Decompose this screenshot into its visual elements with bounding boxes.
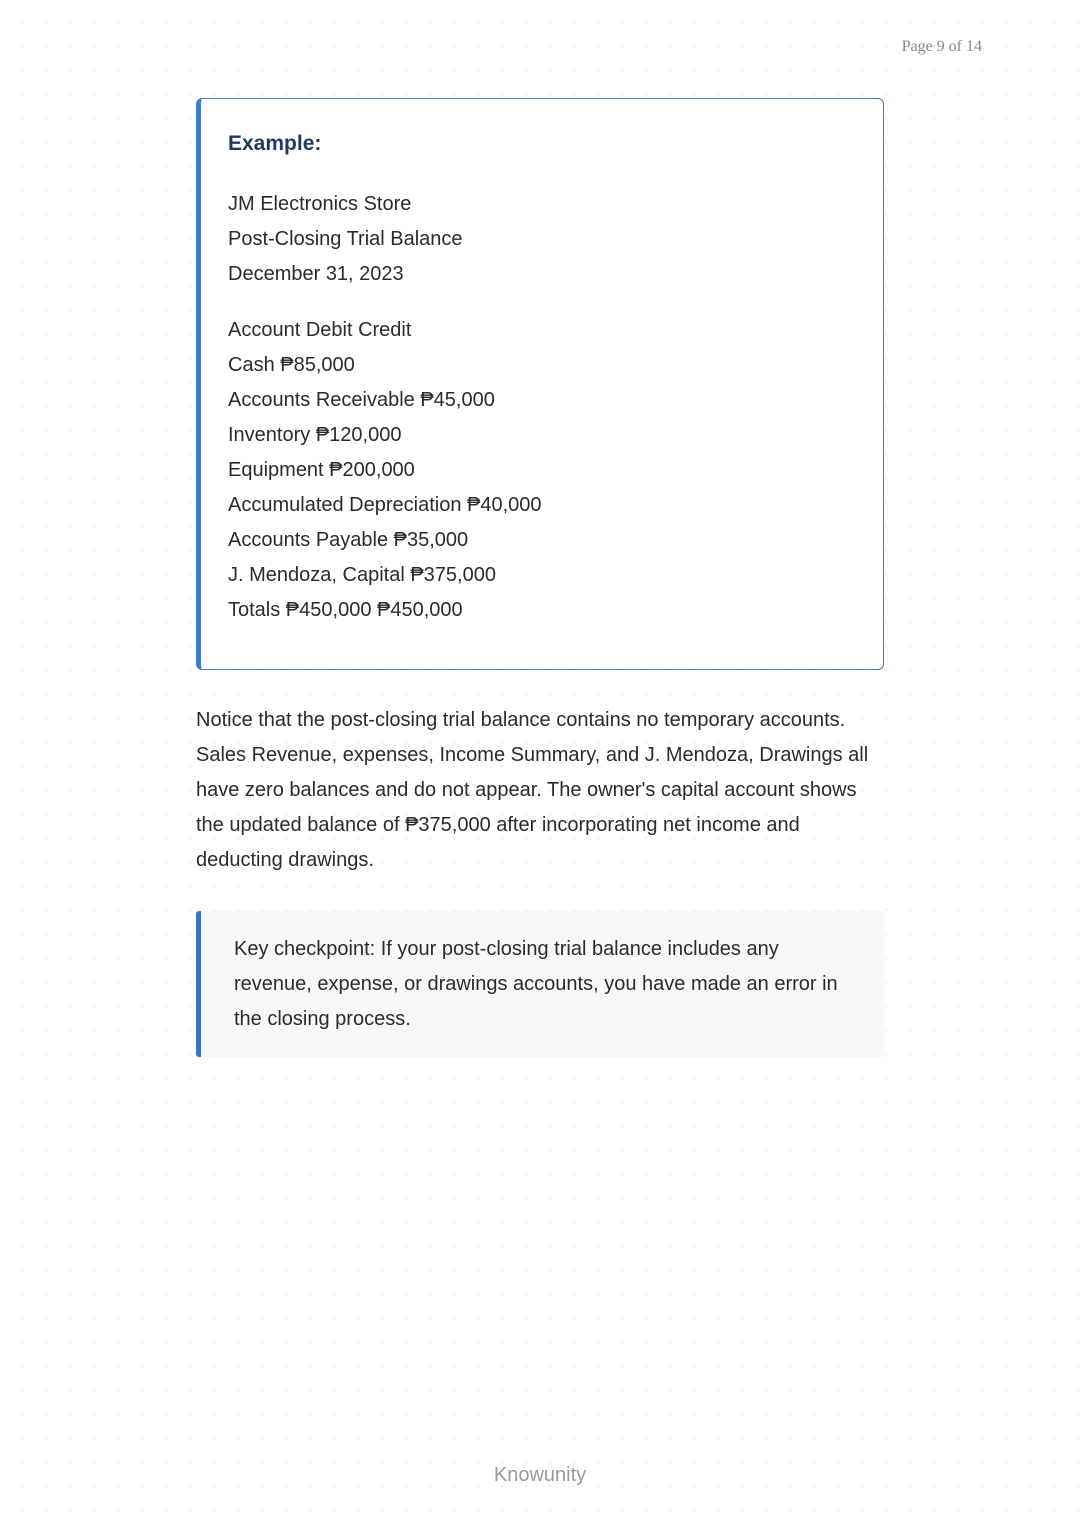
footer-brand: Knowunity xyxy=(493,1464,587,1486)
statement-name: Post-Closing Trial Balance xyxy=(228,228,463,250)
page-number: Page 9 of 14 xyxy=(901,38,982,55)
key-checkpoint-callout xyxy=(196,911,884,1057)
notice-paragraph: Notice that the post-closing trial balance contains no temporary accounts. Sales Revenue, expenses, Income Summary, and J. Mendoza, Drawings all have zero balances and do not appear. The owner's capital account shows the updated balance of ₱375,000 after incorporating net income and deducting drawings. xyxy=(196,709,869,871)
trial-balance-row: Accumulated Depreciation ₱40,000 xyxy=(228,494,542,516)
trial-balance-row: Cash ₱85,000 xyxy=(228,354,355,376)
company-name: JM Electronics Store xyxy=(228,193,412,215)
trial-balance-list xyxy=(228,313,855,628)
trial-balance-row: Accounts Payable ₱35,000 xyxy=(228,529,469,551)
example-title: Example: xyxy=(228,132,322,155)
trial-balance-columns: Account Debit Credit xyxy=(228,319,412,341)
key-checkpoint-text: Key checkpoint: If your post-closing trial balance includes any revenue, expense, or drawings accounts, you have made an error in the closing process. xyxy=(234,938,838,1030)
trial-balance-row: Accounts Receivable ₱45,000 xyxy=(228,389,495,411)
trial-balance-row: Inventory ₱120,000 xyxy=(228,424,402,446)
trial-balance-row: Equipment ₱200,000 xyxy=(228,459,415,481)
trial-balance-row: J. Mendoza, Capital ₱375,000 xyxy=(228,564,496,586)
example-box xyxy=(196,98,884,670)
statement-date: December 31, 2023 xyxy=(228,263,404,285)
trial-balance-totals: Totals ₱450,000 ₱450,000 xyxy=(228,599,463,621)
statement-header xyxy=(228,187,855,292)
